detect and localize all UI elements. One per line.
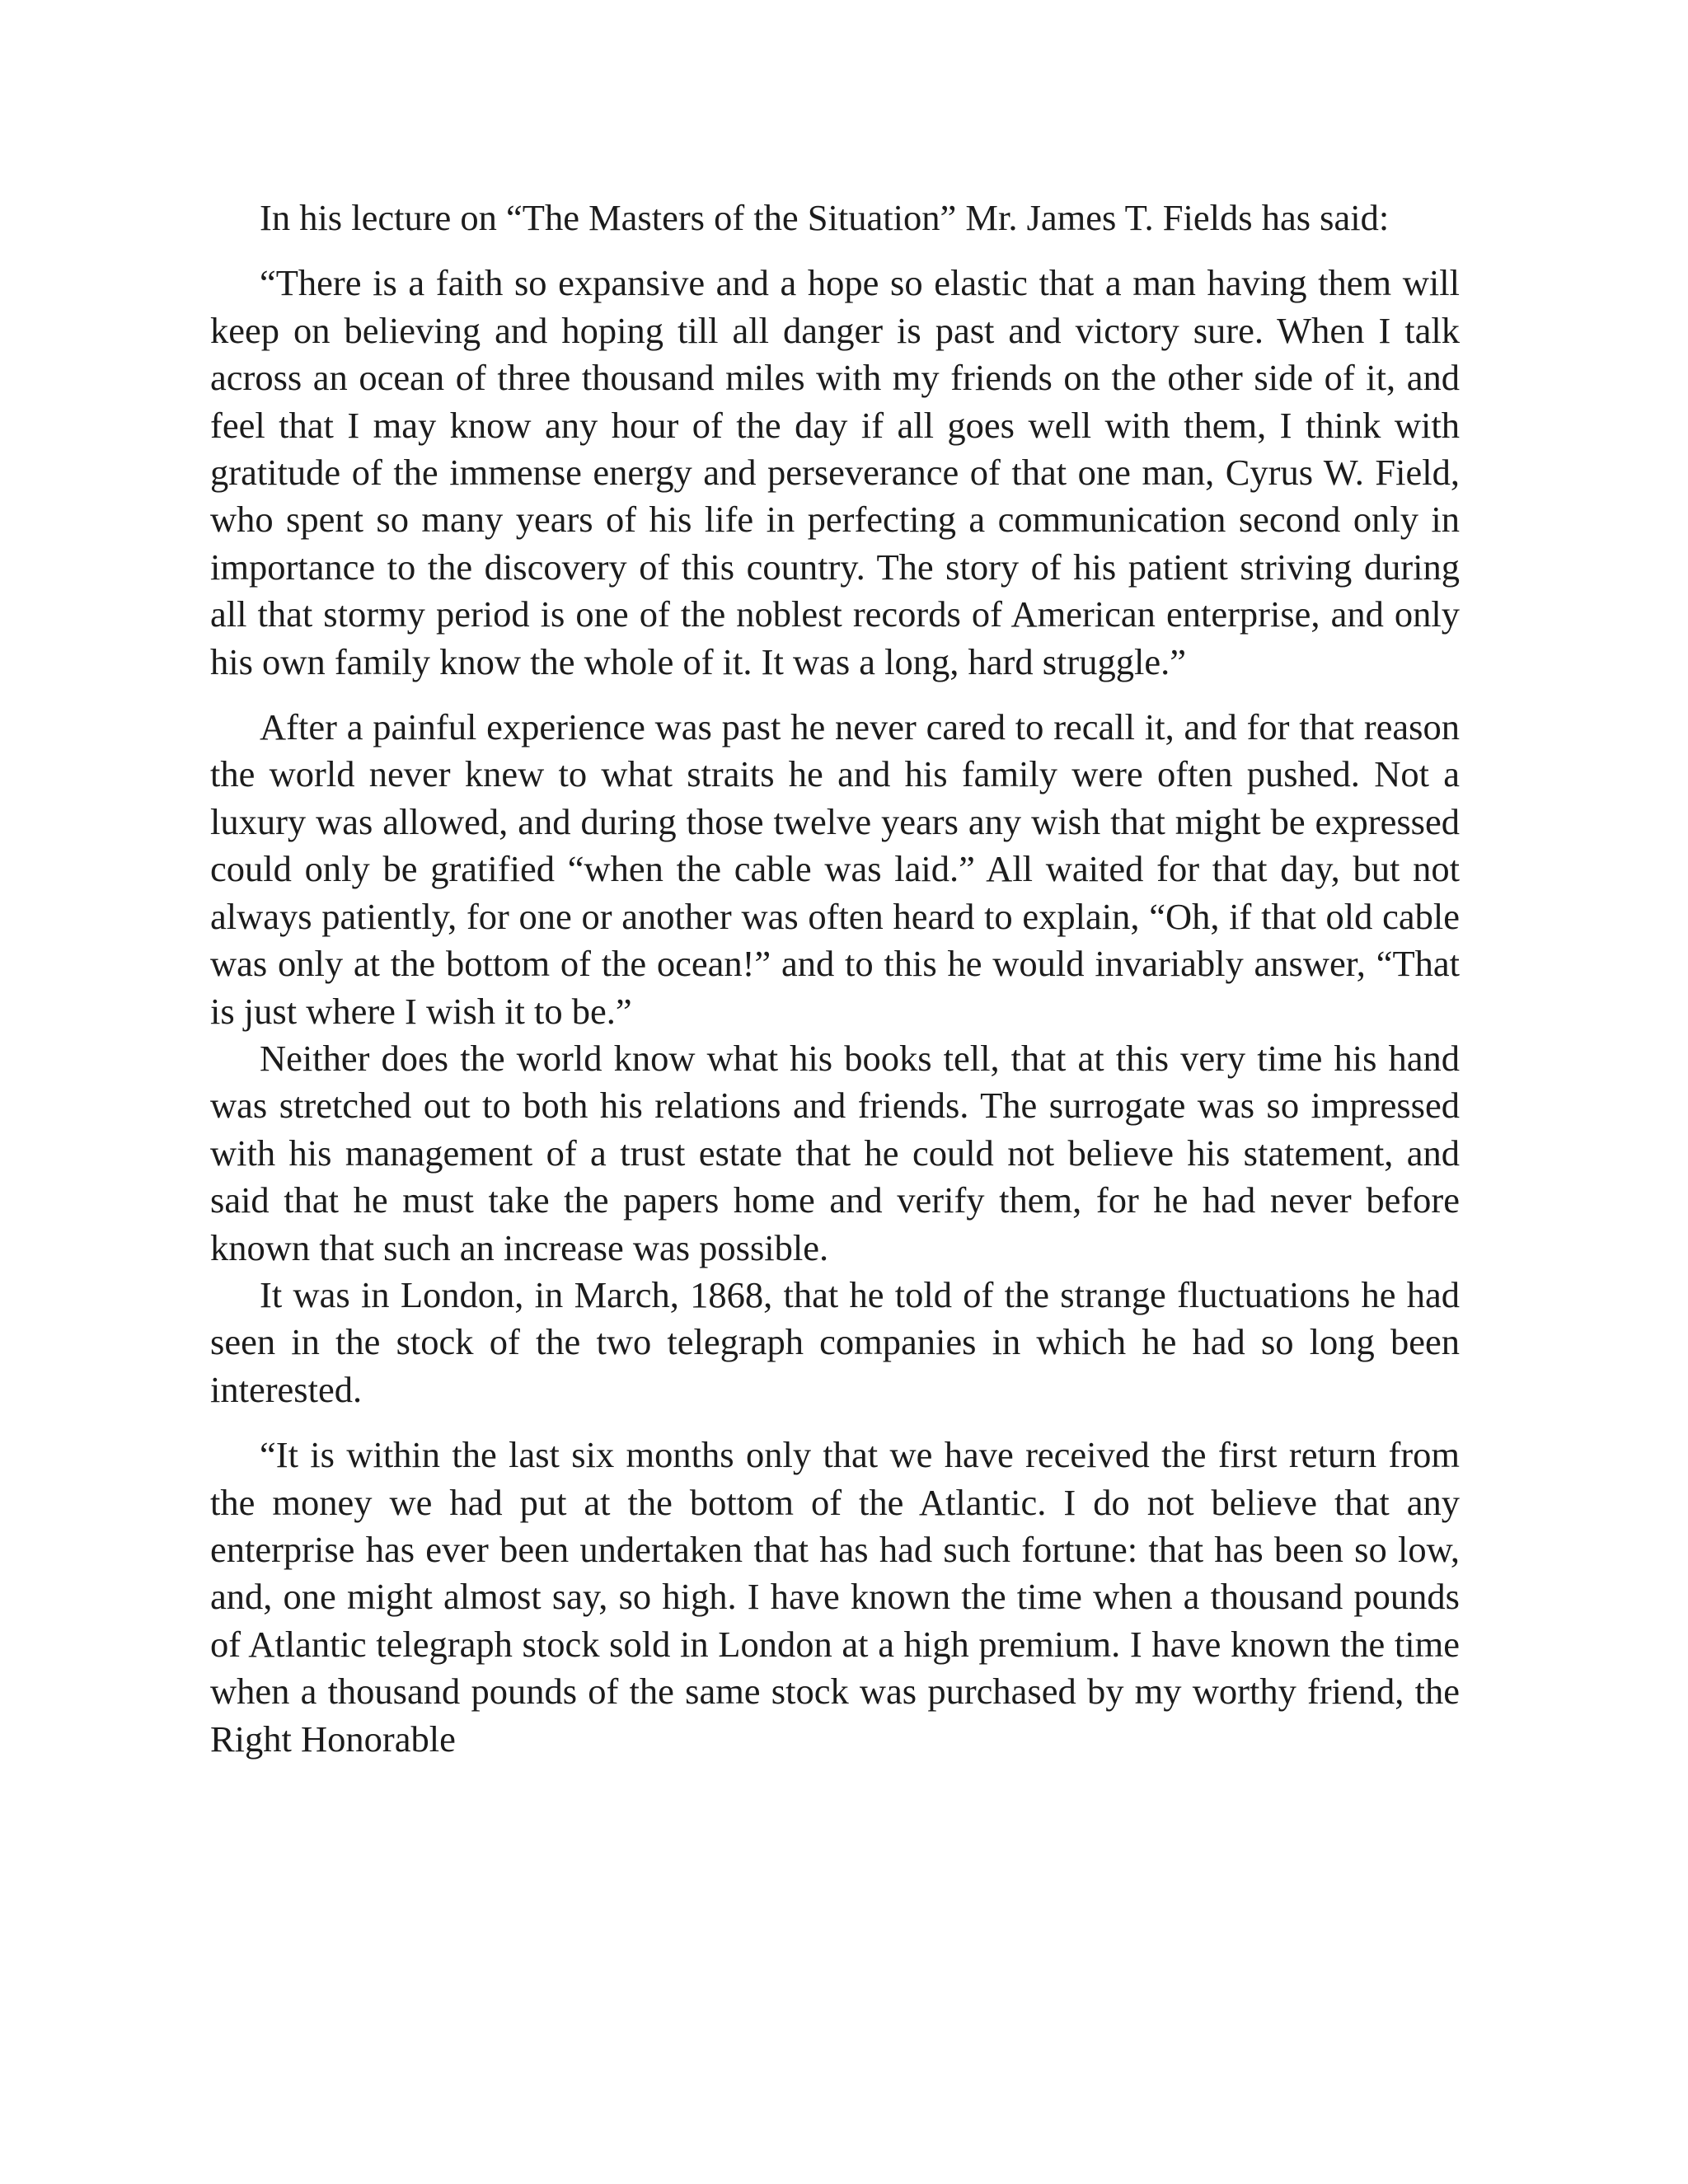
body-text: [210, 194, 1460, 1763]
paragraph-painful-experience: After a painful experience was past he never cared to recall it, and for that reason the world never knew to what straits he and his family were often pushed. Not a luxury was allowed, and during those twelve years any wish that might be expressed could only be gratified “when the cable was laid.” All waited for that day, but not always patiently, for one or another was often heard to explain, “Oh, if that old cable was only at the bottom of the ocean!” and to this he would invariably answer, “That is just where I wish it to be.”: [210, 706, 1460, 1032]
paragraph-fields-quote: “There is a faith so expansive and a hope so elastic that a man having them will keep on believing and hoping till all danger is past and victory sure. When I talk across an ocean of three thousand miles with my friends on the other side of it, and feel that I may know any hour of the day if all goes well with them, I think with gratitude of the immense energy and perseverance of that one man, Cyrus W. Field, who spent so many years of his life in perfecting a communication second only in importance to the discovery of this country. The story of his patient striving during all that stormy period is one of the noblest records of American enterprise, and only his own family know the whole of it. It was a long, hard struggle.”: [210, 262, 1460, 682]
paragraph-fields-lecture-intro: In his lecture on “The Masters of the Situation” Mr. James T. Fields has said:: [260, 197, 1390, 238]
paragraph-london-1868: It was in London, in March, 1868, that he told of the strange fluctuations he had seen in the stock of the two telegraph companies in which he had so long been interested.: [210, 1273, 1460, 1410]
paragraph-surrogate: Neither does the world know what his books tell, that at this very time his hand was stretched out to both his relations and friends. The surrogate was so impressed with his management of a trust estate that he could not believe his statement, and said that he must take the papers home and verify them, for he had never before known that such an increase was possible.: [210, 1037, 1460, 1268]
paragraph-stock-quote: “It is within the last six months only that we have received the first return from the money we had put at the bottom of the Atlantic. I do not believe that any enterprise has ever been undertaken that has had such fortune: that has been so low, and, one might almost say, so high. I have known the time when a thousand pounds of Atlantic telegraph stock sold in London at a high premium. I have known the time when a thousand pounds of the same stock was purchased by my worthy friend, the Right Honorable: [210, 1434, 1460, 1760]
